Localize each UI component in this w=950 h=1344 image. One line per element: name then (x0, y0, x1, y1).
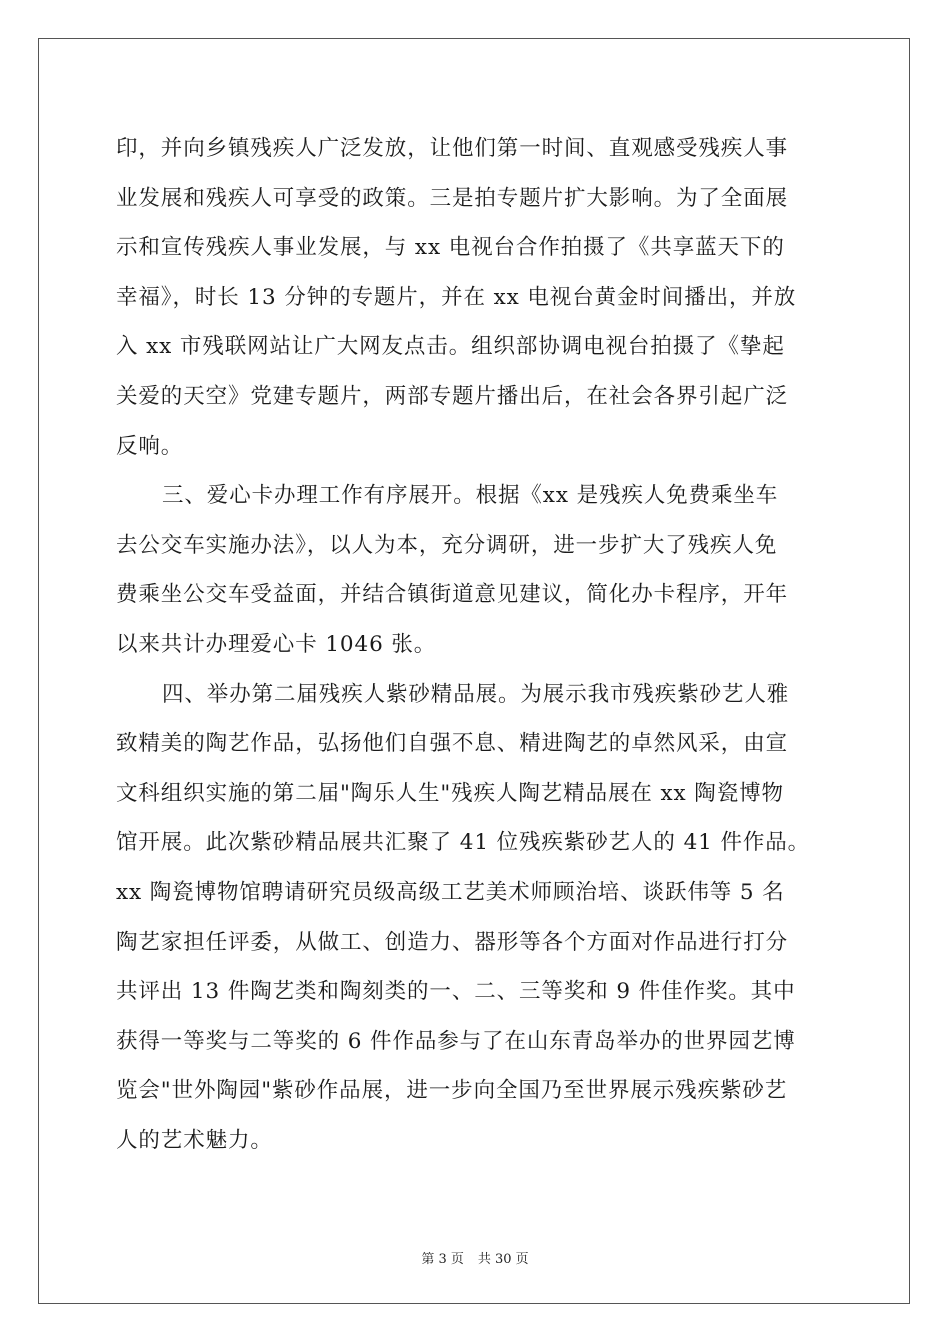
text-line: 以来共计办理爱心卡 1046 张。 (116, 631, 437, 657)
text-line: 四、举办第二届残疾人紫砂精品展。为展示我市残疾紫砂艺人雅 (162, 681, 790, 707)
text-line: 去公交车实施办法》，以人为本，充分调研，进一步扩大了残疾人免 (116, 532, 778, 558)
text-line: 获得一等奖与二等奖的 6 件作品参与了在山东青岛举办的世界园艺博 (116, 1028, 796, 1054)
text-line: 印，并向乡镇残疾人广泛发放，让他们第一时间、直观感受残疾人事 (116, 136, 789, 161)
document-body (116, 124, 850, 1165)
text-line: 三、爱心卡办理工作有序展开。根据《xx 是残疾人免费乘坐车 (162, 483, 779, 509)
text-line: 致精美的陶艺作品，弘扬他们自强不息、精进陶艺的卓然风采，由宣 (116, 731, 789, 757)
page-total: 共 30 页 (477, 1252, 529, 1267)
page-number: 第 3 页 (421, 1252, 464, 1267)
text-line: 文科组织实施的第二届"陶乐人生"残疾人陶艺精品展在 xx 陶瓷博物 (116, 780, 784, 806)
text-line: 幸福》，时长 13 分钟的专题片，并在 xx 电视台黄金时间播出，并放 (116, 284, 797, 310)
text-line: 示和宣传残疾人事业发展，与 xx 电视台合作拍摄了《共享蓝天下的 (116, 235, 785, 261)
text-line: 共评出 13 件陶艺类和陶刻类的一、二、三等奖和 9 件佳作奖。其中 (116, 979, 796, 1005)
page-footer (0, 1248, 950, 1267)
text-line: 馆开展。此次紫砂精品展共汇聚了 41 位残疾紫砂艺人的 41 件作品。 (116, 830, 811, 856)
text-line: 业发展和残疾人可享受的政策。三是拍专题片扩大影响。为了全面展 (116, 185, 789, 211)
text-line: xx 陶瓷博物馆聘请研究员级高级工艺美术师顾治培、谈跃伟等 5 名 (116, 879, 785, 905)
text-line: 人的艺术魅力。 (116, 1127, 273, 1153)
text-line: 入 xx 市残联网站让广大网友点击。组织部协调电视台拍摄了《挚起 (116, 334, 785, 360)
text-line: 陶艺家担任评委，从做工、创造力、器形等各个方面对作品进行打分 (116, 929, 789, 955)
text-line: 反响。 (116, 433, 184, 459)
text-line: 览会"世外陶园"紫砂作品展，进一步向全国乃至世界展示残疾紫砂艺 (116, 1078, 788, 1104)
text-line: 关爱的天空》党建专题片，两部专题片播出后，在社会各界引起广泛 (116, 383, 789, 409)
text-line: 费乘坐公交车受益面，并结合镇街道意见建议，简化办卡程序，开年 (116, 582, 789, 608)
